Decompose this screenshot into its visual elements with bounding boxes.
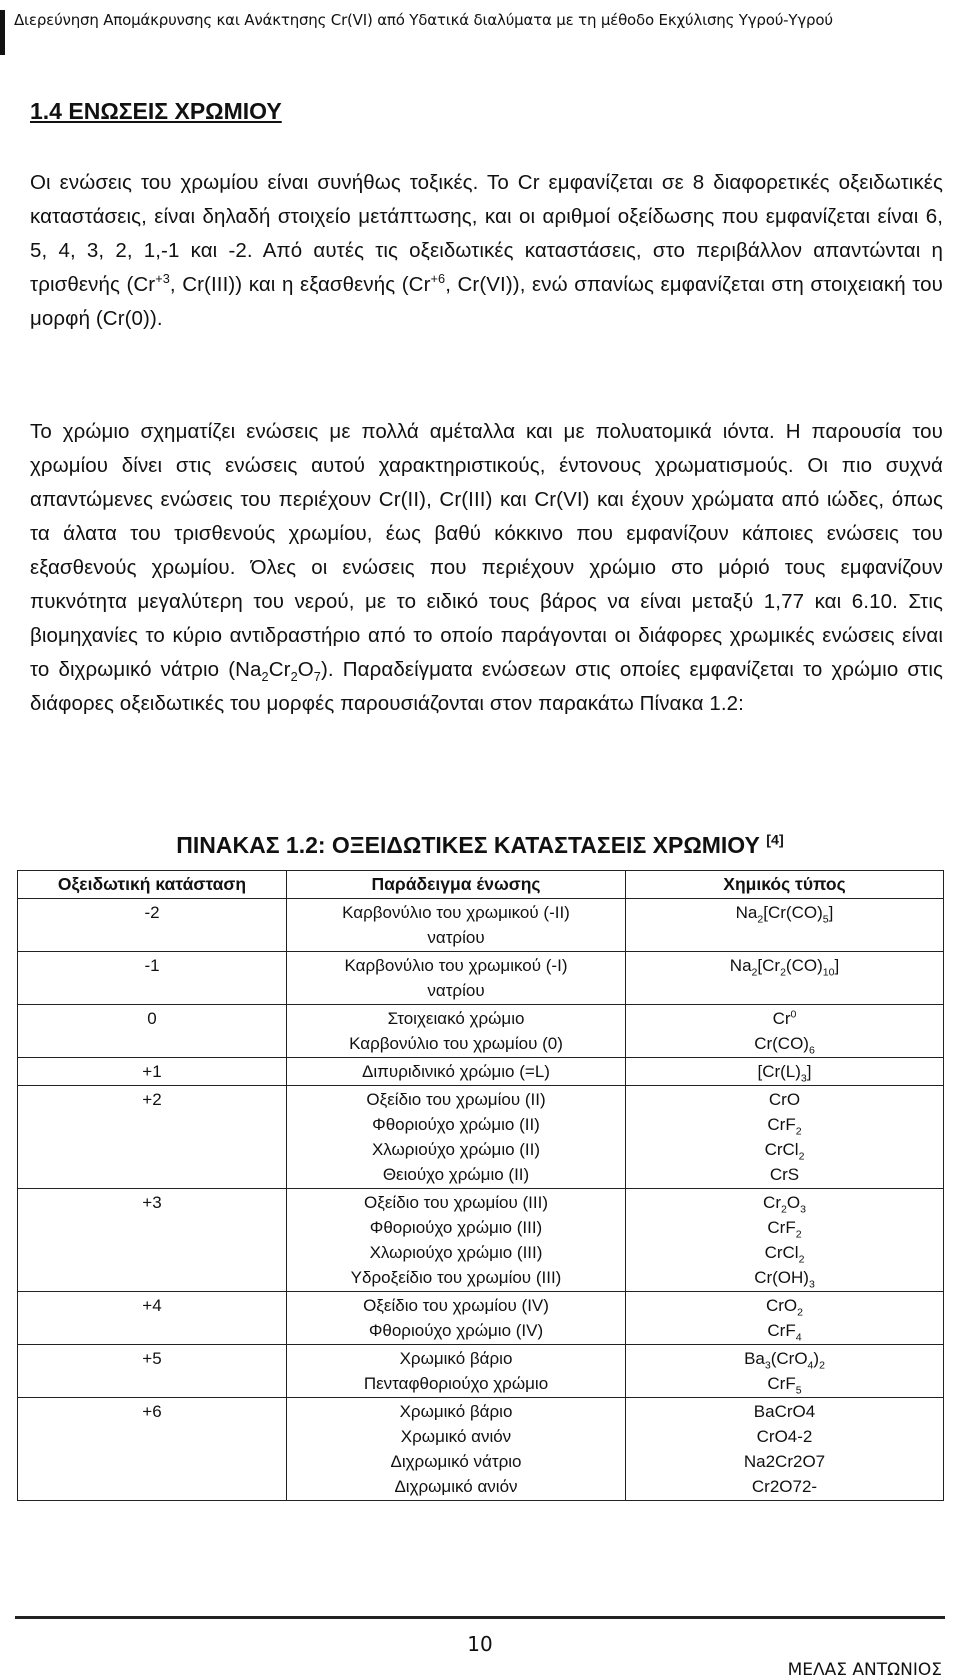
state-cell: +4 [18, 1292, 287, 1345]
author-name: ΜΕΛΑΣ ΑΝΤΩΝΙΟΣ [787, 1660, 942, 1680]
formula-sub: 2 [757, 913, 764, 926]
formula-text: [Cr [757, 956, 781, 975]
example-line: Χλωριούχο χρώμιο (III) [369, 1243, 543, 1262]
table-header-row [18, 871, 944, 899]
table-row [18, 1292, 944, 1345]
formula-text: (CO) [785, 956, 823, 975]
example-line: Χρωμικό βάριο [399, 1349, 513, 1368]
page-number: 10 [467, 1632, 493, 1656]
formula-text: Cr [772, 1009, 791, 1028]
formula-text: CrS [769, 1165, 800, 1184]
formula-text: [Cr(CO) [763, 903, 823, 922]
example-line: Φθοριούχο χρώμιο (III) [369, 1218, 543, 1237]
formula-line [630, 1318, 939, 1343]
formula-line [630, 1059, 939, 1084]
formula-sub: 2 [795, 1125, 802, 1138]
formula-text: (CrO [770, 1349, 808, 1368]
formula-text: CrO [765, 1296, 798, 1315]
formula-text: CrF [767, 1321, 796, 1340]
table-title-text: ΠΙΝΑΚΑΣ 1.2: ΟΞΕΙΔΩΤΙΚΕΣ ΚΑΤΑΣΤΑΣΕΙΣ ΧΡΩΜΙΟΥ [176, 832, 767, 858]
table-row [18, 1058, 944, 1086]
example-line: Οξείδιο του χρωμίου (II) [366, 1090, 546, 1109]
running-header: Διερεύνηση Απομάκρυνσης και Ανάκτησης Cr(VI) από Υδατικά διαλύματα με τη μέθοδο Εκχύλισης Υγρού-Υγρού [14, 11, 833, 29]
formula-cell [626, 1005, 944, 1058]
example-line: Διπυριδινικό χρώμιο (=L) [362, 1062, 550, 1081]
p2-text: Cr [268, 658, 291, 681]
example-cell [287, 899, 626, 952]
p2-text: Το χρώμιο σχηματίζει ενώσεις με πολλά αμέταλλα και με πολυατομικά ιόντα. Η παρουσία του χρωμίου δίνει στις ενώσεις αυτού χαρακτηριστικούς, έντονους χρωματισμούς. Οι πιο συχνά απαντώμενες ενώσεις του περιέχουν Cr(II), Cr(III) και Cr(VI) και έχουν χρώματα από ιώδες, όπως τα άλατα του τρισθενούς χρωμίου, έως βαθύ κόκκινο που εμφανίζουν κάποιες ενώσεις του εξασθενούς χρωμίου. Όλες οι ενώσεις που περιέχουν χρώμιο στο μόριό τους εμφανίζουν πυκνότητα μεγαλύτερη του νερού, με το ειδικό τους βάρος να είναι μεταξύ 1,77 και 6.10. Στις βιομηχανίες το κύριο αντιδραστήριο από το οποίο παράγονται οι διάφορες χρωμικές ενώσεις είναι το διχρωμικό νάτριο (Na [30, 420, 943, 681]
formula-text: CrCl [764, 1140, 799, 1159]
p1-sup: +3 [155, 271, 170, 287]
formula-cell [626, 899, 944, 952]
p2-text: ). Παραδείγματα ενώσεων στις οποίες εμφανίζεται το χρώμιο στις διάφορες οξειδωτικές του μορφές παρουσιάζονται στον παρακάτω Πίνακα 1.2: [30, 658, 944, 715]
formula-sub: 2 [781, 1203, 787, 1216]
example-line: Οξείδιο του χρωμίου (III) [364, 1193, 548, 1212]
state-cell: +2 [18, 1086, 287, 1189]
state-cell: +3 [18, 1189, 287, 1292]
example-line: Χρωμικό βάριο [399, 1402, 513, 1421]
formula-line: CrO4-2 [756, 1427, 813, 1446]
table-row [18, 1189, 944, 1292]
header-example-compound: Παράδειγμα ένωσης [287, 871, 626, 899]
formula-sub: 5 [795, 1384, 802, 1397]
state-cell: +5 [18, 1345, 287, 1398]
example-cell [287, 1005, 626, 1058]
p1-text: , Cr(VI)), ενώ σπανίως εμφανίζεται στη στοιχειακή του μορφή (Cr(0)). [30, 273, 943, 330]
formula-line [630, 1265, 939, 1290]
formula-line [630, 1346, 939, 1371]
formula-line: BaCrO4 [753, 1402, 816, 1421]
example-cell [287, 1058, 626, 1086]
formula-cell [626, 1345, 944, 1398]
example-line: Πενταφθοριούχο χρώμιο [363, 1374, 549, 1393]
formula-line: Cr2O72- [751, 1477, 818, 1496]
formula-text: Na [729, 956, 752, 975]
formula-text: CrF [767, 1218, 796, 1237]
table-row [18, 1086, 944, 1189]
formula-sub: 2 [797, 1306, 804, 1319]
example-line: Καρβονύλιο του χρωμικού (-I) [344, 956, 568, 975]
example-line: νατρίου [427, 981, 485, 1000]
formula-text: ] [834, 956, 840, 975]
table-row [18, 952, 944, 1005]
example-line: Καρβονύλιο του χρωμίου (0) [349, 1034, 563, 1053]
formula-line [630, 900, 939, 925]
p1-sup: +6 [430, 271, 446, 287]
formula-sub: 3 [800, 1203, 806, 1216]
formula-sub: 10 [822, 966, 835, 979]
formula-text: CrCl [764, 1243, 799, 1262]
formula-line [630, 1031, 939, 1056]
table-row [18, 1005, 944, 1058]
formula-sub: 2 [798, 1150, 805, 1163]
p2-sub: 2 [261, 669, 269, 685]
formula-sub: 2 [798, 1253, 805, 1266]
formula-line [630, 1293, 939, 1318]
formula-line [630, 953, 939, 978]
formula-line [630, 1006, 939, 1031]
formula-line [630, 1137, 939, 1162]
formula-line: Na2Cr2O7 [743, 1452, 826, 1471]
state-cell: +1 [18, 1058, 287, 1086]
formula-cell [626, 1086, 944, 1189]
example-line: Διχρωμικό νάτριο [390, 1452, 522, 1471]
formula-text: ] [828, 903, 834, 922]
table-title [0, 832, 960, 859]
example-line: Φθοριούχο χρώμιο (IV) [368, 1321, 544, 1340]
header-bar [0, 10, 5, 55]
formula-line [630, 1240, 939, 1265]
example-line: Διχρωμικό ανιόν [394, 1477, 518, 1496]
formula-text: [Cr(L) [757, 1062, 801, 1081]
example-line: Οξείδιο του χρωμίου (IV) [363, 1296, 549, 1315]
formula-text: CrF [767, 1115, 796, 1134]
state-cell: +6 [18, 1398, 287, 1501]
formula-text: CrO [768, 1090, 801, 1109]
example-cell [287, 1189, 626, 1292]
formula-sub: 3 [808, 1278, 815, 1291]
p1-text: , Cr(III)) και η εξασθενής (Cr [169, 273, 431, 296]
state-cell: 0 [18, 1005, 287, 1058]
section-title: 1.4 ΕΝΩΣΕΙΣ ΧΡΩΜΙΟΥ [30, 98, 282, 124]
paragraph-2 [30, 415, 943, 721]
example-line: Υδροξείδιο του χρωμίου (III) [350, 1268, 562, 1287]
formula-text: CrF [767, 1374, 796, 1393]
example-line: Στοιχειακό χρώμιο [387, 1009, 525, 1028]
formula-text: Ba [744, 1349, 765, 1368]
p2-text: O [297, 658, 314, 681]
table-title-ref: [4] [766, 832, 784, 849]
formula-sup: 0 [790, 1008, 797, 1021]
formula-sub: 2 [751, 966, 758, 979]
formula-cell [626, 1189, 944, 1292]
formula-cell [626, 1398, 944, 1501]
formula-text: Na [735, 903, 758, 922]
example-line: Καρβονύλιο του χρωμικού (-II) [342, 903, 570, 922]
example-line: νατρίου [427, 928, 485, 947]
oxidation-states-table [17, 870, 944, 1501]
formula-cell [626, 1058, 944, 1086]
state-cell: -1 [18, 952, 287, 1005]
example-line: Θειούχο χρώμιο (II) [382, 1165, 530, 1184]
example-cell [287, 1292, 626, 1345]
paragraph-1 [30, 166, 943, 336]
table-row [18, 899, 944, 952]
example-line: Φθοριούχο χρώμιο (II) [372, 1115, 540, 1134]
formula-text: O [786, 1193, 801, 1212]
formula-text: Cr [763, 1193, 781, 1212]
table-row [18, 1345, 944, 1398]
formula-sub: 2 [795, 1228, 802, 1241]
p1-text: Οι ενώσεις του χρωμίου είναι συνήθως τοξικές. Το Cr εμφανίζεται σε 8 διαφορετικές οξειδωτικές καταστάσεις, είναι δηλαδή στοιχείο μετάπτωσης, και οι αριθμοί οξείδωσης που εμφανίζεται είναι 6, 5, 4, 3, 2, 1,-1 και -2. Από αυτές τις οξειδωτικές καταστάσεις, στο περιβάλλον απαντώνται η τρισθενής (Cr [30, 171, 943, 296]
example-line: Χρωμικό ανιόν [400, 1427, 512, 1446]
header-oxidation-state: Οξειδωτική κατάσταση [18, 871, 287, 899]
formula-line [630, 1162, 939, 1187]
formula-line [630, 1112, 939, 1137]
formula-line [630, 1371, 939, 1396]
formula-cell [626, 952, 944, 1005]
state-cell: -2 [18, 899, 287, 952]
formula-sub: 4 [807, 1359, 814, 1372]
formula-sub: 3 [800, 1072, 807, 1085]
p2-sub: 2 [290, 669, 298, 685]
example-cell [287, 1398, 626, 1501]
formula-sub: 5 [822, 913, 829, 926]
example-cell [287, 952, 626, 1005]
example-line: Χλωριούχο χρώμιο (II) [371, 1140, 541, 1159]
formula-sub: 6 [808, 1044, 815, 1057]
formula-sub: 4 [795, 1331, 802, 1344]
formula-sub: 2 [819, 1359, 825, 1372]
formula-sub: 3 [764, 1359, 771, 1372]
formula-line [630, 1087, 939, 1112]
formula-cell [626, 1292, 944, 1345]
formula-text: Cr(CO) [754, 1034, 809, 1053]
header-chemical-formula: Χημικός τύπος [626, 871, 944, 899]
footer-divider [15, 1616, 945, 1619]
example-cell [287, 1086, 626, 1189]
formula-text: Cr(OH) [754, 1268, 809, 1287]
formula-line [630, 1215, 939, 1240]
table-row [18, 1398, 944, 1501]
formula-text: ] [806, 1062, 812, 1081]
p2-sub: 7 [313, 669, 321, 685]
formula-text: ) [813, 1349, 820, 1368]
formula-line [630, 1190, 939, 1215]
formula-sub: 2 [780, 966, 786, 979]
example-cell [287, 1345, 626, 1398]
